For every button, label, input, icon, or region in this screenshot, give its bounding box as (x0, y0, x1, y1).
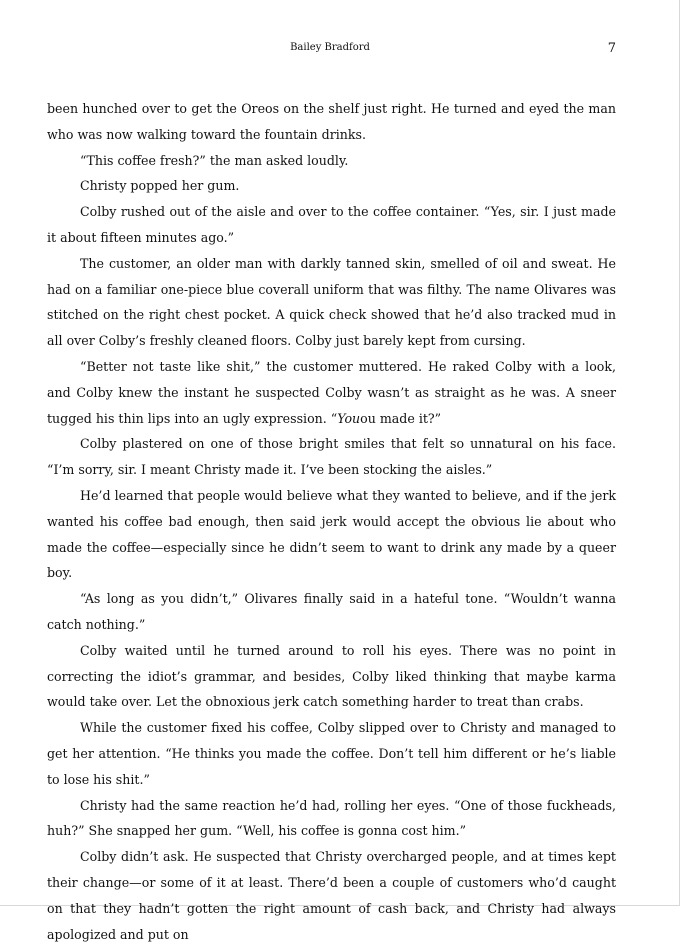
page-number: 7 (607, 41, 616, 56)
header-author: Bailey Bradford (290, 42, 370, 53)
paragraph: been hunched over to get the Oreos on the shelf just right. He turned and eyed the man who was now walking toward the fountain drinks. (47, 101, 616, 142)
paragraph: He’d learned that people would believe what they wanted to believe, and if the jerk wanted his coffee bad enough, then said jerk would accept the obvious lie about who made the coffee—especially since he didn’t seem to want to drink any made by a queer boy. (47, 487, 616, 581)
running-header (0, 40, 680, 58)
paragraph: Colby rushed out of the aisle and over to the coffee container. “Yes, sir. I just made it about fifteen minutes ago.” (47, 204, 616, 245)
paragraph: Colby waited until he turned around to roll his eyes. There was no point in correcting the idiot’s grammar, and besides, Colby liked thinking that maybe karma would take over. Let the obnoxious jerk catch something harder to treat than crabs. (47, 642, 616, 710)
paragraph: Colby didn’t ask. He suspected that Christy overcharged people, and at times kept their change—or some of it at least. There’d been a couple of customers who’d caught on that they hadn’t gotten the right amount of cash back, and Christy had always apologized and put on (47, 849, 616, 942)
paragraph: Christy popped her gum. (80, 178, 240, 194)
paragraph: The customer, an older man with darkly tanned skin, smelled of oil and sweat. He had on a familiar one-piece blue coverall uniform that was filthy. The name Olivares was stitched on the right chest pocket. A quick check showed that he’d also tracked mud in all over Colby’s freshly cleaned floors. Colby just barely kept from cursing. (47, 255, 616, 349)
paragraph: Colby plastered on one of those bright smiles that felt so unnatural on his face. “I’m sorry, sir. I meant Christy made it. I’ve been stocking the aisles.” (47, 436, 616, 478)
paragraph: “This coffee fresh?” the man asked loudly. (80, 152, 349, 168)
body-text (47, 96, 616, 947)
paragraph: While the customer fixed his coffee, Colby slipped over to Christy and managed to get her attention. “He thinks you made the coffee. Don’t tell him different or he’s liable to lose his shit.” (47, 720, 616, 787)
paragraph: “Better not taste like shit,” the customer muttered. He raked Colby with a look, and Colby knew the instant he suspected Colby wasn’t as straight as he was. A sneer tugged his thin lips into an ugly expression. “Youou made it?” (47, 358, 616, 426)
paragraph: “As long as you didn’t,” Olivares finally said in a hateful tone. “Wouldn’t wanna catch nothing.” (47, 591, 616, 632)
paragraph: Christy had the same reaction he’d had, rolling her eyes. “One of those fuckheads, huh?” She snapped her gum. “Well, his coffee is gonna cost him.” (47, 797, 616, 839)
